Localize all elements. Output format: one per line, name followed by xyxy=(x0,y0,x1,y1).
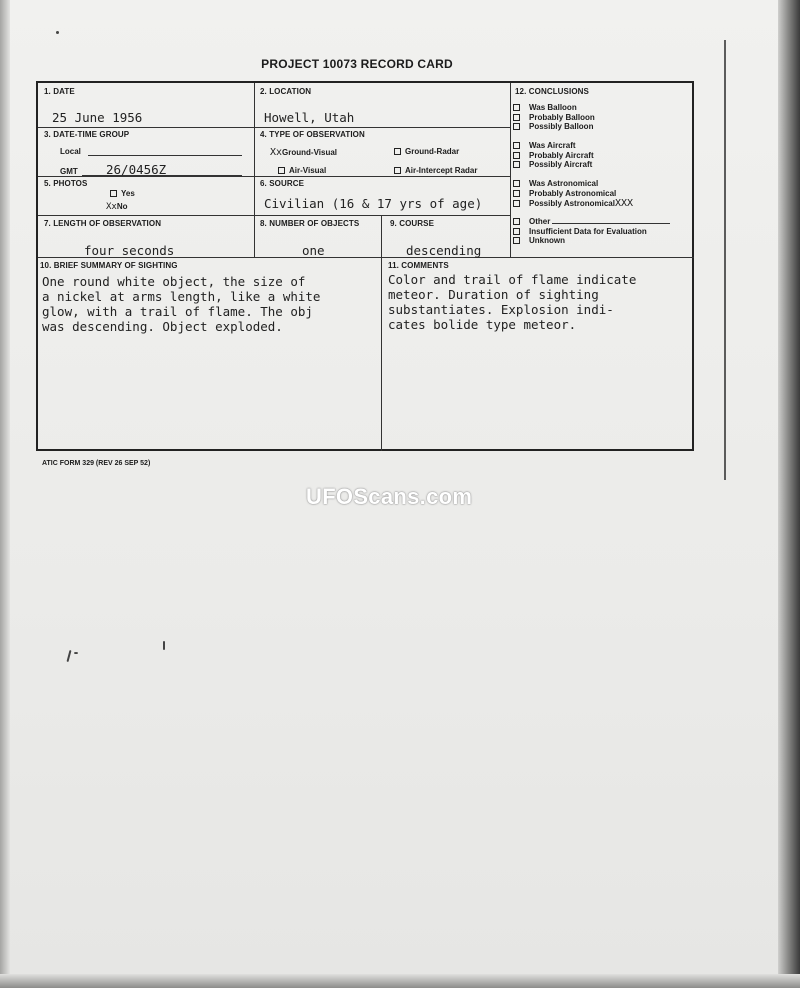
scan-speck xyxy=(163,641,165,650)
possibly-astronomical-option xyxy=(513,198,633,209)
unknown-checkbox xyxy=(513,237,520,244)
air-visual-checkbox xyxy=(278,167,285,174)
air-intercept-option xyxy=(394,166,477,175)
photos-yes-option xyxy=(110,189,135,198)
insufficient-data-option xyxy=(513,227,647,236)
length-value: four seconds xyxy=(84,243,175,258)
num-objects-label: 8. NUMBER OF OBJECTS xyxy=(260,219,360,228)
source-label: 6. SOURCE xyxy=(260,179,305,188)
was-balloon-text: Was Balloon xyxy=(529,103,577,112)
possibly-astronomical-mark: XXX xyxy=(614,198,634,209)
ground-visual-text: Ground-Visual xyxy=(282,148,338,157)
conclusions-label: 12. CONCLUSIONS xyxy=(515,87,589,96)
length-label: 7. LENGTH OF OBSERVATION xyxy=(44,219,162,228)
air-intercept-checkbox xyxy=(394,167,401,174)
unknown-option xyxy=(513,236,565,245)
ground-visual-mark: Xx xyxy=(270,147,283,158)
was-balloon-checkbox xyxy=(513,104,520,111)
possibly-aircraft-checkbox xyxy=(513,161,520,168)
was-aircraft-option xyxy=(513,141,576,150)
photos-yes-text: Yes xyxy=(121,189,135,198)
other-checkbox xyxy=(513,218,520,225)
air-visual-option xyxy=(278,166,326,175)
probably-balloon-option xyxy=(513,113,595,122)
probably-aircraft-text: Probably Aircraft xyxy=(529,151,594,160)
other-underline xyxy=(552,223,670,224)
unknown-text: Unknown xyxy=(529,236,565,245)
paper-edge-line xyxy=(724,40,726,480)
location-label: 2. LOCATION xyxy=(260,87,312,96)
possibly-aircraft-text: Possibly Aircraft xyxy=(529,160,593,169)
insufficient-data-text: Insufficient Data for Evaluation xyxy=(529,227,647,236)
was-aircraft-text: Was Aircraft xyxy=(529,141,576,150)
local-label: Local xyxy=(60,147,81,156)
photos-no-mark: Xx xyxy=(106,202,117,212)
ground-visual-option xyxy=(270,147,337,158)
form-number: ATIC FORM 329 (REV 26 SEP 52) xyxy=(42,460,151,467)
scan-edge-bottom xyxy=(0,974,800,988)
type-obs-label: 4. TYPE OF OBSERVATION xyxy=(260,130,365,139)
probably-balloon-text: Probably Balloon xyxy=(529,113,595,122)
scan-edge-left xyxy=(0,0,10,988)
photos-yes-checkbox xyxy=(110,190,117,197)
course-label: 9. COURSE xyxy=(390,219,435,228)
date-label: 1. DATE xyxy=(44,87,75,96)
num-objects-value: one xyxy=(302,243,325,258)
watermark: UFOScans.com xyxy=(306,484,473,509)
course-value: descending xyxy=(406,243,482,258)
possibly-balloon-option xyxy=(513,122,593,131)
probably-astronomical-option xyxy=(513,189,616,198)
other-option xyxy=(513,217,670,226)
probably-aircraft-checkbox xyxy=(513,152,520,159)
summary-label: 10. BRIEF SUMMARY OF SIGHTING xyxy=(40,261,178,270)
comments-label: 11. COMMENTS xyxy=(388,261,449,270)
was-astronomical-option xyxy=(513,179,598,188)
photos-no-text: No xyxy=(116,202,128,211)
source-value: Civilian (16 & 17 yrs of age) xyxy=(264,196,483,211)
probably-balloon-checkbox xyxy=(513,114,520,121)
date-value: 25 June 1956 xyxy=(52,110,143,125)
air-visual-text: Air-Visual xyxy=(289,166,327,175)
photos-no-option xyxy=(106,202,128,212)
other-text: Other xyxy=(529,217,551,226)
scan-speck xyxy=(74,652,78,654)
gmt-value: 26/0456Z xyxy=(106,162,167,177)
was-astronomical-checkbox xyxy=(513,180,520,187)
possibly-balloon-text: Possibly Balloon xyxy=(529,122,594,131)
gmt-label: GMT xyxy=(60,167,78,176)
was-balloon-option xyxy=(513,103,577,112)
summary-text: One round white object, the size of a nickel at arms length, like a white glow, with a trail of flame. The obj was descending. Object exploded. xyxy=(42,274,321,334)
possibly-astronomical-text: Possibly Astronomical xyxy=(529,199,615,208)
scan-speck xyxy=(56,31,59,34)
air-intercept-text: Air-Intercept Radar xyxy=(405,166,478,175)
possibly-balloon-checkbox xyxy=(513,123,520,130)
probably-aircraft-option xyxy=(513,151,594,160)
dtg-label: 3. DATE-TIME GROUP xyxy=(44,130,130,139)
possibly-aircraft-option xyxy=(513,160,592,169)
was-astronomical-text: Was Astronomical xyxy=(529,179,599,188)
comments-text: Color and trail of flame indicate meteor. Duration of sighting substantiates. Explosion indi- cates bolide type meteor. xyxy=(388,272,637,332)
ground-radar-text: Ground-Radar xyxy=(405,147,460,156)
probably-astronomical-checkbox xyxy=(513,190,520,197)
scan-edge-right xyxy=(778,0,800,988)
location-value: Howell, Utah xyxy=(264,110,355,125)
probably-astronomical-text: Probably Astronomical xyxy=(529,189,617,198)
ground-radar-option xyxy=(394,147,459,156)
photos-label: 5. PHOTOS xyxy=(44,179,88,188)
ground-radar-checkbox xyxy=(394,148,401,155)
card-title: PROJECT 10073 RECORD CARD xyxy=(261,57,453,71)
was-aircraft-checkbox xyxy=(513,142,520,149)
possibly-astronomical-checkbox xyxy=(513,200,520,207)
insufficient-data-checkbox xyxy=(513,228,520,235)
record-card xyxy=(36,81,694,451)
